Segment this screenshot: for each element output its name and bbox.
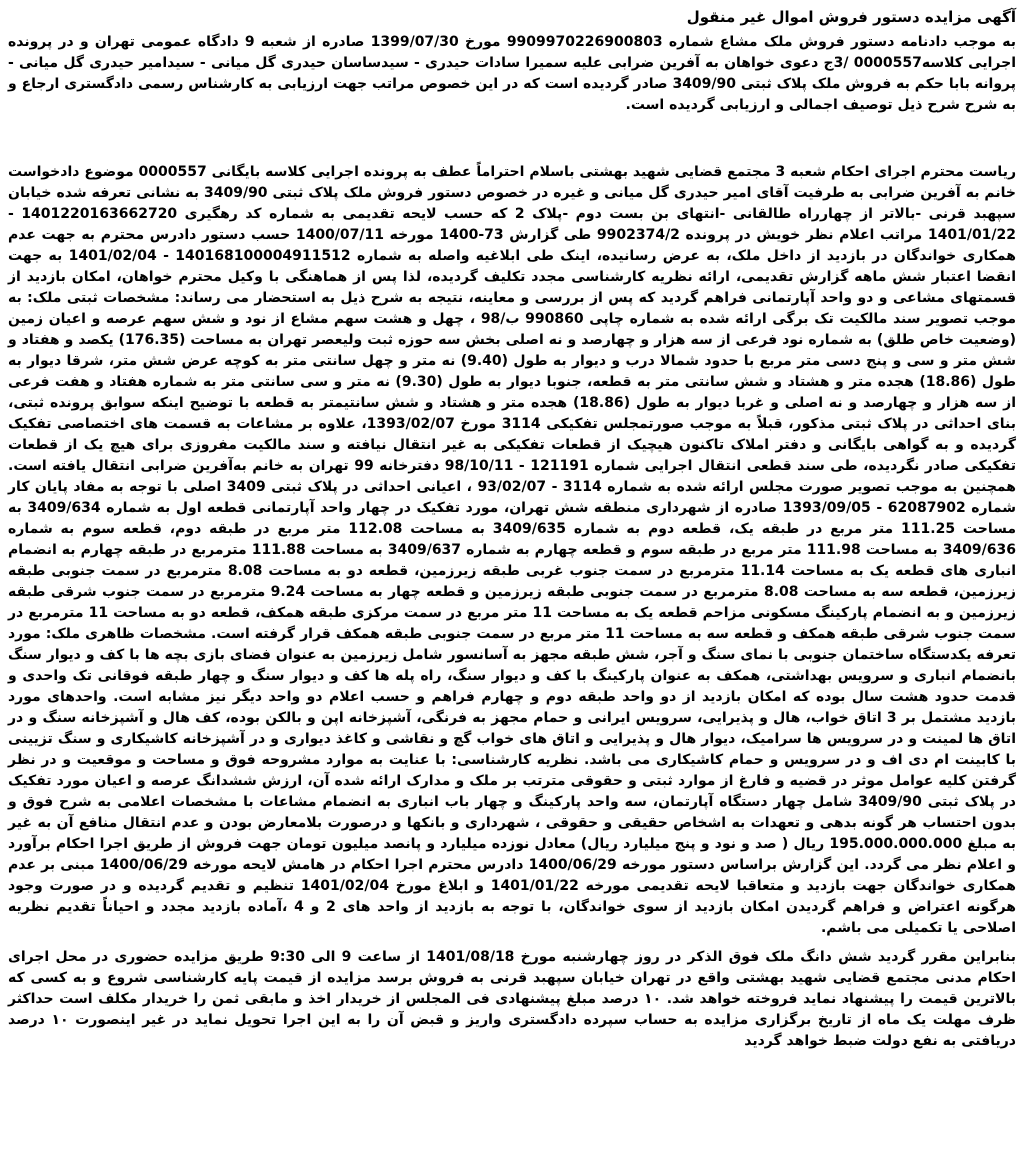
intro-paragraph: به موجب دادنامه دستور فروش ملک مشاع شماره 9909970226900803 مورخ 1399/07/30 صادره از شعبه 9 دادگاه عمومی تهران و در پرونده اجرایی کلاسه0000557 /3ج دعوی خواهان به آفرین ضرابی علیه سمیرا سادات حیدری - سیدساسان حیدری گل میانی - سیدامیر حیدری گل میانی - پروانه بابا حکم به فروش ملک پلاک ثبتی 3409/90 صادر گردیده است که در این خصوص مراتب جهت ارزیابی به کارشناس رسمی دادگستری ارجاع و به شرح شرح ذیل توصیف اجمالی و ارزیابی گردیده است. — [8, 34, 1016, 113]
auction-terms-paragraph: بنابراین مقرر گردید شش دانگ ملک فوق الذکر در روز چهارشنبه مورخ 1401/08/18 از ساعت 9 الی 9:30 طریق مزایده حضوری در محل اجرای احکام مدنی مجتمع قضایی شهید بهشتی واقع در تهران خیابان سپهبد قرنی به فروش برسد مزایده از قیمت پایه کارشناسی شروع و به کسی که بالاترین قیمت را پیشنهاد نماید فروخته خواهد شد. ۱۰ درصد مبلغ پیشنهادی فی المجلس از خریدار اخذ و مابقی ثمن را خریدار مکلف است حداکثر ظرف مهلت یک ماه از تاریخ برگزاری مزایده به حساب سپرده دادگستری واریز و قبض آن را به این اجرا تحویل نماید در غیر اینصورت ۱۰ درصد دریافتی به نفع دولت ضبط خواهد گردید — [8, 949, 1017, 1049]
expert-report-paragraph: ریاست محترم اجرای احکام شعبه 3 مجتمع قضایی شهید بهشتی باسلام احتراماً عطف به پرونده اجرایی کلاسه بایگانی 0000557 موضوع دادخواست خانم به آفرین ضرابی به طرفیت آقای امیر حیدری گل میانی و غیره در خصوص دستور فروش ملک پلاک ثبتی 3409/90 به نشانی تعرفه شده خیابان سپهبد قرنی -بالاتر از چهارراه طالقانی -انتهای بن بست دوم -پلاک 2 که حسب لایحه تقدیمی به شماره کد رهگیری 140122016366272‍0 - 1401/01/22 مراتب اعلام نظر خویش در پرونده 9902374/2 طی گزارش 73-1400 مورخه 1400/07/11 حسب دستور دادرس محترم به جهت عدم همکاری خواندگان در بازدید از داخل ملک، به عرض رسانیده، اینک طی ابلاغیه واصله به شماره 140168100004911512 - 1401/02/04 به جهت انقضا اعتبار شش ماهه گزارش تقدیمی، ارائه نظریه کارشناسی مجدد تکلیف گردیده، لذا پس از هماهنگی با وکیل محترم خواهان، امکان بازدید از قسمتهای مشاعی و دو واحد آپارتمانی فراهم گردید که پس از بررسی و معاینه، نتیجه به شرح ذیل به استحضار می رساند: مشخصات ثبتی ملک: به موجب تصویر سند مالکیت تک برگی ارائه شده به شماره چاپی 990860 ب/98 ، چهل و هشت سهم مشاع از نود و شش سهم عرصه و اعیان زمین (وضعیت خاص طلق) به شماره نود فرعی از سه هزار و چهارصد و نه اصلی بخش سه حوزه ثبت ولیعصر تهران به مساحت (176.35) یکصد و هفتاد و شش متر و سی و پنج دسی متر مربع با حدود شمالا درب و دیوار به طول (9.40) نه متر و چهل سانتی متر به کوچه عرض شش متر، شرقا دیوار به طول (18.86) هجده متر و هشتاد و شش سانتی متر به قطعه، جنوبا دیوار به طول (9.30) نه متر و سی سانتی متر به شماره هفتاد و هفت فرعی از سه هزار و چهارصد و نه اصلی و غربا دیوار به طول (18.86) هجده متر و هشتاد و شش سانتیمتر به قطعه با توضیح اینکه سوابق پرونده ثبتی، بنای احداثی در پلاک ثبتی مذکور، قبلاً به موجب صورتمجلس تفکیکی 3114 مورخ 1393/02/07، علاوه بر مشاعات به قسمت های اختصاصی تفکیک گردیده و به گواهی بایگانی و دفتر املاک تاکنون هیچیک از قطعات تفکیکی به غیر انتقال نیافته و سند مالکیت مفروزی برای هیچ یک از قطعات تفکیکی صادر نگردیده، طی سند قطعی انتقال اجرایی شماره 121191 - 98/10/11 دفترخانه 99 تهران به خانم به‌آفرین ضرابی انتقال یافته است. همچنین به موجب تصویر صورت مجلس ارائه شده به شماره 3114 - 93/02/07 ، اعیانی احداثی در پلاک ثبتی 3409 اصلی با توجه به مفاد پایان کار شماره 6208790‍2 - 1393/09/05 صادره از شهرداری منطقه شش تهران، مورد تفکیک در چهار واحد آپارتمانی قطعه اول به شماره 3409/634 به مساحت 111.25 متر مربع در طبقه یک، قطعه دوم به شماره 3409/635 به مساحت 112.08 متر مربع در طبقه دوم، قطعه سوم به شماره 3409/636 به مساحت 111.98 متر مربع در طبقه سوم و قطعه چهارم به شماره 3409/637 به مساحت 111.88 مترمربع در طبقه چهارم به انضمام انباری های قطعه یک به مساحت 11.14 مترمربع در سمت جنوب غربی طبقه زیرزمین، قطعه دو به مساحت 8.08 مترمربع در سمت جنوبی طبقه زیرزمین، قطعه سه به مساحت 8.08 مترمربع در سمت جنوبی طبقه زیرزمین و قطعه چهار به مساحت 9.24 مترمربع در سمت جنوب شرقی طبقه زیرزمین و به انضمام پارکینگ مسکونی مزاحم قطعه یک به مساحت 11 متر مربع در سمت مرکزی طبقه همکف، قطعه دو به مساحت 11 مترمربع در سمت جنوب شرقی طبقه همکف و قطعه سه به مساحت 11 متر مربع در سمت جنوبی طبقه همکف قرار گرفته است. مشخصات ظاهری ملک: مورد تعرفه یکدستگاه ساختمان جنوبی با نمای سنگ و آجر، شش طبقه مجهز به آسانسور شامل زیرزمین به عنوان فضای بازی بچه ها با کف و دیوار سنگ بانضمام انباری و سرویس بهداشتی، همکف به عنوان پارکینگ با کف و دیوار سنگ، راه پله ها کف و دیوار سنگ و چهار طبقه فوقانی تک واحدی و قدمت حدود هشت سال بوده که امکان بازدید از دو واحد طبقه دوم و چهارم فراهم و حسب اعلام دو واحد دیگر نیز مشابه است. واحدهای مورد بازدید مشتمل بر 3 اتاق خواب، هال و پذیرایی، سرویس ایرانی و حمام مجهز به فرنگی، آشپزخانه اپن و بالکن بوده، کف هال و آشپزخانه سنگ و در اتاق ها لمینت و در سرویس ها سرامیک، دیوار هال و پذیرایی و اتاق های خواب گچ و نقاشی و کاغذ دیواری و در آشپزخانه کاشیکاری و سنگ تزیینی با کابینت ام دی اف و در سرویس و حمام کاشیکاری می باشد. نظریه کارشناسی: با عنایت به موارد مشروحه فوق و مساحت و موقعیت و در نظر گرفتن کلیه عوامل موثر در قضیه و فارغ از موارد ثبتی و حقوقی مترتب بر ملک و مدارک ارائه شده آن، ارزش ششدانگ عرصه و اعیان مورد تفکیک در پلاک ثبتی 3409/90 شامل چهار دستگاه آپارتمان، سه واحد پارکینگ و چهار باب انباری به انضمام مشاعات با مشخصات اعلامی به شرح فوق و بدون احتساب هر گونه بدهی و تعهدات به اشخاص حقیقی و حقوقی ، شهرداری و بانکها و درصورت بلامعارض بودن و عدم انتقال منافع آن به غیر به مبلغ 195.000.000.000 ریال ( صد و نود و پنج میلیارد ریال) معادل نوزده میلیارد و پانصد میلیون تومان جهت فروش از طریق اجرا احکام برآورد و اعلام نظر می گردد. این گزارش براساس دستور مورخه 1400/06/29 دادرس محترم اجرا احکام در هامش لایحه مورخه 1400/06/29 مبنی بر عدم همکاری خواندگان جهت بازدید و متعاقبا لایحه تقدیمی مورخه 1401/01/22 و ابلاغ مورخ 1401/02/04 تنظیم و تقدیم گردیده و در صورت وجود هرگونه اعتراض و فراهم گردیدن امکان بازدید از سوی خواندگان، با توجه به بازدید از واحد های 2 و 4 ،آماده بازدید مجدد و احیاناً تقدیم نظریه اصلاحی یا تکمیلی می باشم. — [8, 164, 1017, 936]
notice-title: آگهی مزایده دستور فروش اموال غیر منقول — [686, 8, 1016, 26]
